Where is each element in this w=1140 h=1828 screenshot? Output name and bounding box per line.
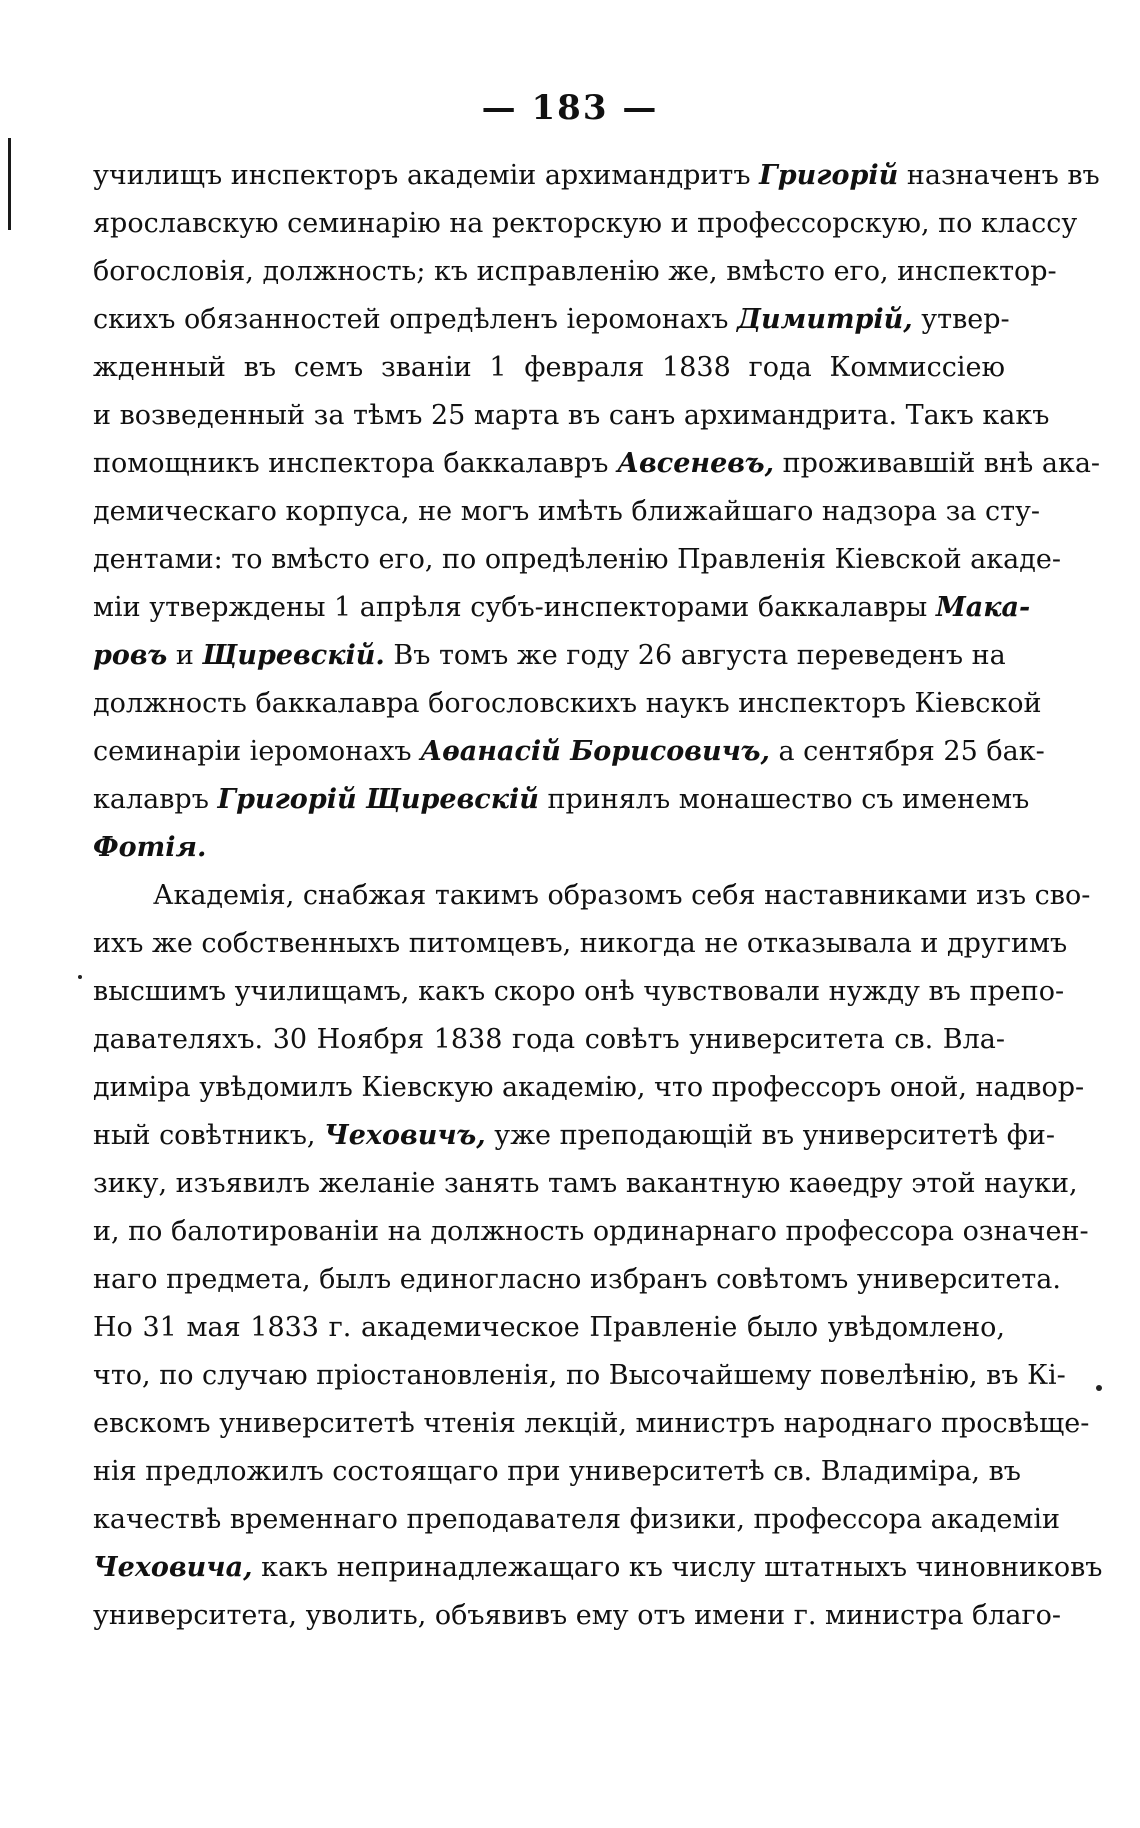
text-segment: назначенъ въ xyxy=(898,160,1100,191)
paragraph xyxy=(93,872,1103,1640)
text-line xyxy=(93,440,1101,488)
text-segment: должность баккалавра богословскихъ наукъ инспекторъ Кіевской xyxy=(93,688,1042,719)
body-text xyxy=(93,152,1103,1640)
margin-rule xyxy=(8,138,11,230)
text-segment: ихъ же собственныхъ питомцевъ, никогда не отказывала и другимъ xyxy=(93,928,1068,959)
text-line xyxy=(93,392,1050,440)
text-segment: Но 31 мая 1833 г. академическое Правленіе было увѣдомлено, xyxy=(93,1312,1005,1343)
text-line xyxy=(93,632,1005,680)
text-line xyxy=(93,1592,1062,1640)
text-line xyxy=(93,344,1005,392)
text-segment: диміра увѣдомилъ Кіевскую академію, что профессоръ оной, надвор- xyxy=(93,1072,1085,1103)
text-segment: а сентября 25 бак- xyxy=(769,736,1045,767)
text-segment: ярославскую семинарію на ректорскую и профессорскую, по классу xyxy=(93,208,1078,239)
text-line xyxy=(93,1400,1090,1448)
text-segment: міи утверждены 1 апрѣля субъ-инспекторами баккалавры xyxy=(93,592,936,623)
text-line xyxy=(93,1448,1021,1496)
italic-name: Фотія. xyxy=(93,832,207,863)
text-line xyxy=(93,1160,1078,1208)
italic-name: Чеховича, xyxy=(93,1552,253,1583)
italic-name: Щиревскій. xyxy=(202,640,385,671)
text-segment: и, по балотированіи на должность ординарнаго профессора означен- xyxy=(93,1216,1089,1247)
text-segment: принялъ монашество съ именемъ xyxy=(538,784,1030,815)
text-segment: калавръ xyxy=(93,784,218,815)
text-line xyxy=(93,680,1042,728)
text-line xyxy=(93,488,1041,536)
text-line xyxy=(93,872,1091,920)
text-line xyxy=(93,1112,1056,1160)
italic-name: Аѳанасій Борисовичъ, xyxy=(420,736,770,767)
text-line xyxy=(93,200,1078,248)
text-segment: нія предложилъ состоящаго при университетѣ св. Владиміра, въ xyxy=(93,1456,1021,1487)
text-line xyxy=(93,1064,1085,1112)
text-segment: Въ томъ же году 26 августа переведенъ на xyxy=(384,640,1006,671)
italic-name: Григорій xyxy=(759,160,899,191)
text-segment: проживавшій внѣ ака- xyxy=(774,448,1101,479)
italic-name: ровъ xyxy=(93,640,168,671)
ink-speck xyxy=(1096,1385,1102,1391)
ink-speck xyxy=(78,975,82,979)
italic-name: Григорій Щиревскій xyxy=(217,784,539,815)
text-segment: богословія, должность; къ исправленію же, вмѣсто его, инспектор- xyxy=(93,256,1057,287)
text-segment: наго предмета, былъ единогласно избранъ совѣтомъ университета. xyxy=(93,1264,1061,1295)
text-segment: какъ непринадлежащаго къ числу штатныхъ чиновниковъ xyxy=(252,1552,1103,1583)
text-line xyxy=(93,1352,1066,1400)
text-segment: семинаріи іеромонахъ xyxy=(93,736,421,767)
text-segment: и xyxy=(167,640,203,671)
text-segment: качествѣ временнаго преподавателя физики, профессора академіи xyxy=(93,1504,1060,1535)
text-segment: что, по случаю пріостановленія, по Высочайшему повелѣнію, въ Кі- xyxy=(93,1360,1066,1391)
text-segment: дентами: то вмѣсто его, по опредѣленію Правленія Кіевской акаде- xyxy=(93,544,1061,575)
text-segment: скихъ обязанностей опредѣленъ іеромонахъ xyxy=(93,304,738,335)
italic-name: Димитрій, xyxy=(737,304,913,335)
text-segment: жденный въ семъ званіи 1 февраля 1838 года Коммиссіею xyxy=(93,352,1005,383)
text-line xyxy=(93,1304,1005,1352)
text-segment: давателяхъ. 30 Ноября 1838 года совѣтъ университета св. Вла- xyxy=(93,1024,1005,1055)
text-line xyxy=(93,1496,1060,1544)
text-segment: ный совѣтникъ, xyxy=(93,1120,325,1151)
text-line xyxy=(93,296,1010,344)
text-segment: училищъ инспекторъ академіи архимандритъ xyxy=(93,160,760,191)
text-line xyxy=(93,776,1030,824)
text-segment: помощникъ инспектора баккалавръ xyxy=(93,448,618,479)
text-line xyxy=(93,728,1045,776)
paragraph xyxy=(93,152,1101,872)
text-segment: и возведенный за тѣмъ 25 марта въ санъ архимандрита. Такъ какъ xyxy=(93,400,1050,431)
text-line xyxy=(93,1544,1103,1592)
text-line xyxy=(93,152,1100,200)
text-line xyxy=(93,920,1068,968)
text-line xyxy=(93,248,1057,296)
text-segment: демическаго корпуса, не могъ имѣть ближайшаго надзора за сту- xyxy=(93,496,1041,527)
text-segment: университета, уволить, объявивъ ему отъ имени г. министра благо- xyxy=(93,1600,1062,1631)
text-line xyxy=(93,1256,1061,1304)
text-segment: Академія, снабжая такимъ образомъ себя наставниками изъ сво- xyxy=(153,880,1091,911)
text-line xyxy=(93,1208,1089,1256)
text-segment: высшимъ училищамъ, какъ скоро онѣ чувствовали нужду въ препо- xyxy=(93,976,1065,1007)
text-segment: евскомъ университетѣ чтенія лекцій, министръ народнаго просвѣще- xyxy=(93,1408,1090,1439)
text-line xyxy=(93,584,1031,632)
page-number: — 183 — xyxy=(481,88,659,128)
italic-name: Мака- xyxy=(935,592,1031,623)
text-segment: уже преподающій въ университетѣ фи- xyxy=(485,1120,1056,1151)
text-line xyxy=(93,824,1005,872)
italic-name: Чеховичъ, xyxy=(324,1120,486,1151)
text-line xyxy=(93,1016,1005,1064)
text-line xyxy=(93,968,1065,1016)
text-segment: зику, изъявилъ желаніе занять тамъ вакантную каѳедру этой науки, xyxy=(93,1168,1078,1199)
text-line xyxy=(93,536,1061,584)
text-segment: утвер- xyxy=(912,304,1010,335)
italic-name: Авсеневъ, xyxy=(617,448,775,479)
